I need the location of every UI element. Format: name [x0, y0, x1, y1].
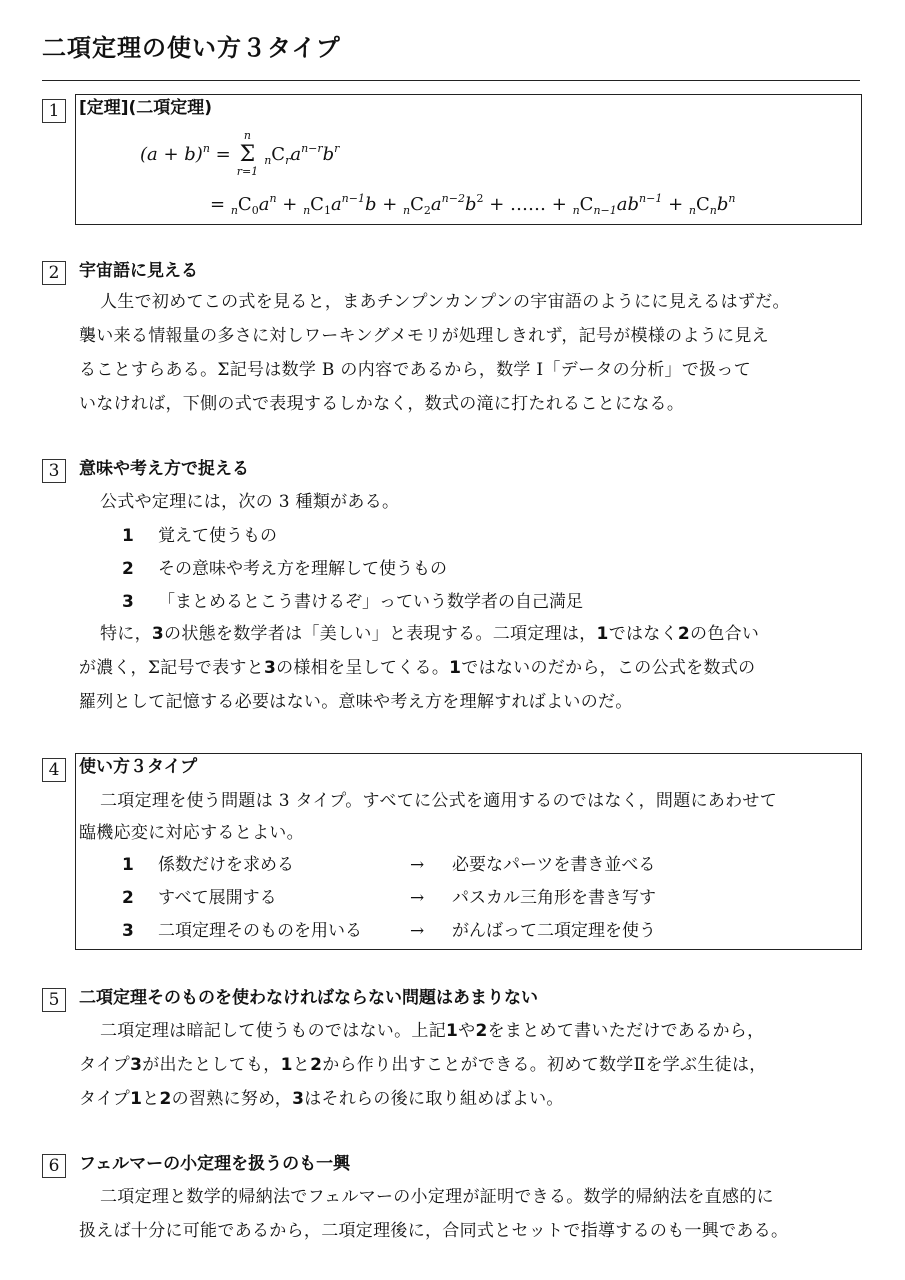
section-heading: 意味や考え方で捉える	[79, 459, 249, 479]
item-number: 2	[122, 888, 134, 908]
text-run: の状態を数学者は「美しい」と表現する。二項定理は，	[164, 624, 597, 644]
section-number: 4	[42, 758, 66, 782]
text-run: から作り出すことができる。初めて数学Ⅱを学ぶ生徒は，	[322, 1055, 767, 1075]
paragraph-line: 二項定理と数学的帰納法でフェルマーの小定理が証明できる。数学的帰納法を直感的に	[100, 1187, 774, 1207]
arrow-icon: →	[410, 855, 425, 875]
bold-number: 1	[446, 1021, 459, 1041]
formula-equals: =	[210, 194, 226, 215]
item-number: 2	[122, 559, 134, 579]
item-number: 3	[122, 592, 134, 612]
text-run: タイプ	[79, 1089, 131, 1109]
item-result: がんばって二項定理を使う	[452, 921, 656, 941]
text-run: タイプ	[79, 1055, 131, 1075]
text-run: の色合い	[690, 624, 760, 644]
text-run: や	[458, 1021, 476, 1041]
text-run: が出たとしても，	[142, 1055, 281, 1075]
paragraph-line	[100, 618, 759, 650]
bold-number: 3	[292, 1089, 305, 1109]
type-list	[122, 520, 822, 619]
section-number: 1	[42, 99, 66, 123]
text-run: ではないのだから，この公式を数式の	[461, 658, 756, 678]
section-heading: フェルマーの小定理を扱うのも一興	[79, 1154, 351, 1174]
usage-list	[122, 849, 822, 948]
list-item	[122, 520, 822, 553]
item-text: 覚えて使うもの	[158, 526, 277, 546]
formula-lhs: (a + b)	[140, 144, 203, 165]
item-result: パスカル三角形を書き写す	[452, 888, 656, 908]
item-result: 必要なパーツを書き並べる	[452, 855, 656, 875]
paragraph-line: 公式や定理には，次の 3 種類がある。	[100, 492, 400, 512]
text-run: の様相を呈してくる。	[276, 658, 450, 678]
bold-number: 1	[596, 624, 609, 644]
item-number: 1	[122, 855, 134, 875]
sigma-symbol: n Σ r=1	[236, 129, 259, 178]
bold-number: 2	[677, 624, 691, 644]
bold-number: 3	[263, 658, 277, 678]
formula-line-2: = $_nC_0a^n + _nC_1a^{n-1}b + _nC_2a^{n-2}b^2$ + …… + $_nC_{n-1}ab^{n-1} + _nC_nb^n$	[210, 192, 736, 217]
list-item	[122, 553, 822, 586]
section-number: 5	[42, 988, 66, 1012]
item-text: 二項定理そのものを用いる	[158, 921, 362, 941]
bold-number: 2	[159, 1089, 172, 1109]
text-run: 二項定理は暗記して使うものではない。上記	[100, 1021, 446, 1041]
section-heading: [定理](二項定理)	[79, 98, 213, 118]
section-6	[42, 1153, 862, 1253]
bold-number: 3	[151, 624, 165, 644]
item-number: 3	[122, 921, 134, 941]
paragraph-line	[79, 1049, 767, 1081]
section-5	[42, 987, 862, 1117]
formula-line-1: $(a + b)^n$ = n Σ r=1 $_nC_ra^{n-r}b^r$	[140, 129, 340, 178]
paragraph-line: ることすらある。Σ記号は数学 B の内容であるから，数学 I「データの分析」で扱って	[79, 360, 752, 380]
text-run: をまとめて書いただけであるから，	[487, 1021, 765, 1041]
arrow-icon: →	[410, 888, 425, 908]
text-run: と	[292, 1055, 311, 1075]
section-heading: 使い方３タイプ	[79, 757, 198, 777]
list-item	[122, 915, 822, 948]
section-number: 3	[42, 459, 66, 483]
bold-number: 3	[130, 1055, 143, 1075]
arrow-icon: →	[410, 921, 425, 941]
formula-ellipsis: + …… +	[489, 194, 567, 215]
text-run: 特に，	[100, 624, 152, 644]
bold-number: 2	[475, 1021, 488, 1041]
item-text: その意味や考え方を理解して使うもの	[158, 559, 447, 579]
section-heading: 二項定理そのものを使わなければならない問題はあまりない	[79, 988, 538, 1008]
item-text: すべて展開する	[158, 888, 277, 908]
bold-number: 1	[449, 658, 462, 678]
text-run: の習熟に努め，	[171, 1089, 293, 1109]
list-item	[122, 882, 822, 915]
section-4	[42, 753, 862, 951]
paragraph-line: 襲い来る情報量の多さに対しワーキングメモリが処理しきれず，記号が模様のように見え	[79, 326, 769, 346]
bold-number: 2	[310, 1055, 323, 1075]
list-item	[122, 849, 822, 882]
section-2	[42, 260, 862, 420]
text-run: はそれらの後に取り組めばよい。	[304, 1089, 564, 1109]
paragraph-line: いなければ，下側の式で表現するしかなく，数式の滝に打たれることになる。	[79, 394, 685, 414]
title-divider	[42, 80, 860, 81]
section-number: 2	[42, 261, 66, 285]
paragraph-line: 人生で初めてこの式を見ると，まあチンプンカンプンの宇宙語のようにに見えるはずだ。	[100, 292, 790, 312]
paragraph-line: 二項定理を使う問題は 3 タイプ。すべてに公式を適用するのではなく，問題にあわせて	[100, 791, 778, 811]
text-run: と	[142, 1089, 160, 1109]
paragraph-line	[100, 1015, 764, 1047]
item-number: 1	[122, 526, 134, 546]
paragraph-line	[79, 1083, 564, 1115]
list-item	[122, 586, 822, 619]
section-number: 6	[42, 1154, 66, 1178]
bold-number: 1	[280, 1055, 293, 1075]
item-text: 係数だけを求める	[158, 855, 294, 875]
text-run: ではなく	[608, 624, 678, 644]
section-heading: 宇宙語に見える	[79, 261, 198, 281]
section-3	[42, 458, 862, 728]
text-run: が濃く，Σ記号で表すと	[79, 658, 264, 678]
paragraph-line: 羅列として記憶する必要はない。意味や考え方を理解すればよいのだ。	[79, 692, 633, 712]
paragraph-line: 臨機応変に対応するとよい。	[79, 823, 304, 843]
item-text: 「まとめるとこう書けるぞ」っていう数学者の自己満足	[158, 592, 583, 612]
page-title: 二項定理の使い方３タイプ	[42, 34, 341, 62]
paragraph-line	[79, 652, 755, 684]
paragraph-line: 扱えば十分に可能であるから，二項定理後に，合同式とセットで指導するのも一興である。	[79, 1221, 789, 1241]
section-1	[42, 94, 862, 226]
bold-number: 1	[130, 1089, 143, 1109]
